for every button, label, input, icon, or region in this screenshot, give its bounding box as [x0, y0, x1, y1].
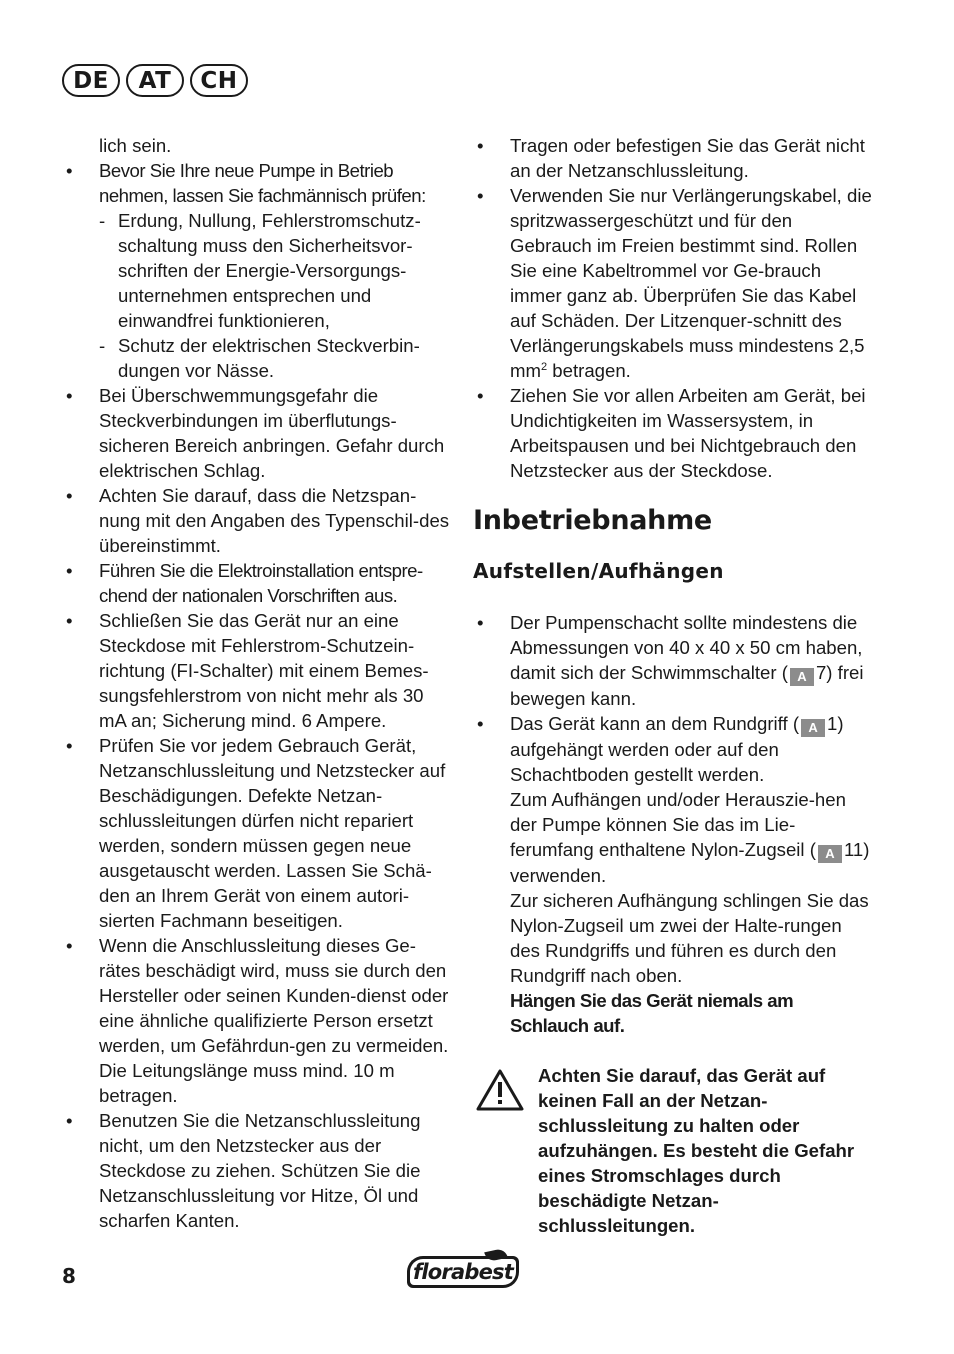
figure-ref-badge: A: [818, 845, 842, 863]
warning-box: [473, 1063, 873, 1238]
section-heading: Inbetriebnahme: [473, 505, 712, 536]
list-item: [473, 610, 873, 711]
list-item: • Führen Sie die Elektroinstallation entspre-chend der nationalen Vorschriften aus.: [62, 558, 452, 608]
superscript: 2: [540, 360, 548, 373]
list-item: • Wenn die Anschlussleitung dieses Ge-rätes beschädigt wird, muss sie durch den Hersteller oder seinen Kunden-dienst oder eine ähnliche qualifizierte Person ersetzt werden, um Gefährdun-gen zu vermeiden. Die Leitungslänge muss mind. 10 m betragen.: [62, 933, 452, 1108]
bold-note: Hängen Sie das Gerät niemals am Schlauch auf.: [510, 990, 794, 1036]
subsection-heading: Aufstellen/Aufhängen: [473, 559, 724, 583]
badge-at: AT: [126, 64, 184, 97]
continued-text: lich sein.: [99, 135, 172, 156]
list-item-text: Der Pumpenschacht sollte mindestens die Abmessungen von 40 x 40 x 50 cm haben, damit sich der Schwimmschalter (: [510, 612, 863, 683]
safety-list-continued: [473, 133, 873, 483]
list-item-text-end: 7) frei bewegen kann.: [510, 662, 864, 709]
paragraph-text-end: 11) verwenden.: [510, 839, 870, 886]
sub-list-item: - Erdung, Nullung, Fehlerstromschutz-schaltung muss den Sicherheitsvor-schriften der Energie-Versorgungs-unternehmen entsprechen und einwandfrei funktionieren,: [99, 208, 452, 333]
left-column: [62, 133, 452, 1233]
warning-text: Achten Sie darauf, das Gerät auf keinen Fall an der Netzan-schlussleitung zu halten oder aufzuhängen. Es besteht die Gefahr eines Stromschlages durch beschädigte Netzan-schlussleitungen.: [538, 1065, 855, 1236]
list-item-text: Verwenden Sie nur Verlängerungskabel, die spritzwassergeschützt und für den Gebrauch im Freien bestimmt sind. Rollen Sie eine Kabeltrommel vor Ge-brauch immer ganz ab. Überprüfen Sie das Kabel auf Schäden. Der Litzenquer-schnitt des Verlängerungskabels muss mindestens 2,5 mm: [510, 185, 872, 381]
list-item-text-end: 1) aufgehängt werden oder auf den Schachtboden gestellt werden.: [510, 713, 844, 785]
list-item: • Benutzen Sie die Netzanschlussleitung nicht, um den Netzstecker aus der Steckdose zu ziehen. Schützen Sie die Netzanschlussleitung vor Hitze, Öl und scharfen Kanten.: [62, 1108, 452, 1233]
sub-list-item: - Schutz der elektrischen Steckverbin-dungen vor Nässe.: [99, 333, 452, 383]
list-item: [473, 183, 873, 383]
country-badges: [62, 64, 248, 97]
logo-text: florabest: [413, 1260, 513, 1284]
right-column: [473, 133, 873, 1238]
paragraph: Zur sicheren Aufhängung schlingen Sie das Nylon-Zugseil um zwei der Halte-rungen des Rundgriffs und führen es durch den Rundgriff nach oben.: [510, 890, 869, 986]
paragraph: [510, 787, 873, 888]
badge-de: DE: [62, 64, 120, 97]
page-number: 8: [62, 1264, 76, 1288]
list-item-text: Das Gerät kann an dem Rundgriff (: [510, 713, 800, 734]
warning-icon: [475, 1068, 525, 1112]
list-item: • Ziehen Sie vor allen Arbeiten am Gerät, bei Undichtigkeiten im Wassersystem, in Arbeitspausen und bei Nichtgebrauch den Netzstecker aus der Steckdose.: [473, 383, 873, 483]
figure-ref-badge: A: [790, 668, 814, 686]
list-item: • Achten Sie darauf, dass die Netzspan-nung mit den Angaben des Typenschil-des übereinstimmt.: [62, 483, 452, 558]
paragraph-text: Zum Aufhängen und/oder Herauszie-hen der Pumpe können Sie das im Lie-ferumfang enthaltene Nylon-Zugseil (: [510, 789, 846, 860]
sub-list: [99, 208, 452, 383]
list-item: • Prüfen Sie vor jedem Gebrauch Gerät, Netzanschlussleitung und Netzstecker auf Beschädigungen. Defekte Netzan-schlussleitungen dürfen nicht repariert werden, sondern müssen gegen neue ausgetauscht werden. Lassen Sie Schä-den an Ihrem Gerät von einem autori-sierten Fachmann beseitigen.: [62, 733, 452, 933]
setup-list: [473, 610, 873, 1038]
list-item-text-end: betragen.: [547, 360, 631, 381]
safety-list: [62, 158, 452, 1233]
list-item: [473, 711, 873, 1038]
florabest-logo: [407, 1250, 519, 1288]
badge-ch: CH: [190, 64, 248, 97]
figure-ref-badge: A: [801, 719, 825, 737]
list-item: • Tragen oder befestigen Sie das Gerät nicht an der Netzanschlussleitung.: [473, 133, 873, 183]
list-item-text: • Bevor Sie Ihre neue Pumpe in Betrieb nehmen, lassen Sie fachmännisch prüfen:: [99, 160, 426, 206]
list-item: • Schließen Sie das Gerät nur an eine Steckdose mit Fehlerstrom-Schutzein-richtung (FI-Schalter) mit einem Bemes-sungsfehlerstrom von nicht mehr als 30 mA an; Sicherung mind. 6 Ampere.: [62, 608, 452, 733]
list-item: [62, 158, 452, 383]
list-item: • Bei Überschwemmungsgefahr die Steckverbindungen im überflutungs-sicheren Bereich anbringen. Gefahr durch elektrischen Schlag.: [62, 383, 452, 483]
